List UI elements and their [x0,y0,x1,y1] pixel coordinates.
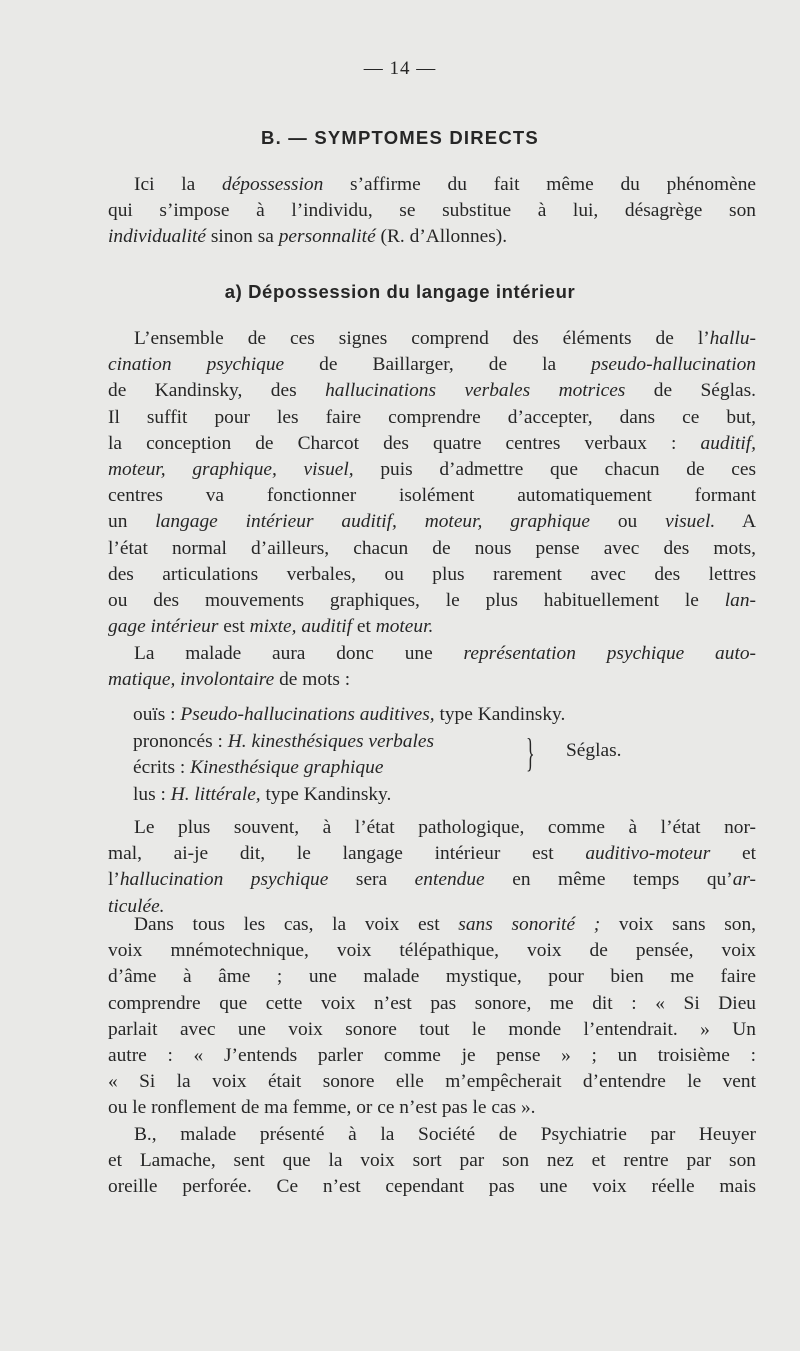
paragraph-malade-b [108,1122,756,1201]
list-item: ouïs : Pseudo-hallucinations auditives, type Kandinsky. [133,704,566,725]
text-line: « Si la voix était sonore elle m’empêcherait d’entendre le vent [108,1071,756,1093]
text-line: d’âme à âme ; une malade mystique, pour bien me faire [108,966,756,988]
brace-label: Séglas. [566,740,622,761]
page-number: — 14 — [363,58,437,79]
text-line: autre : « J’entends parler comme je pense » ; un troisième : [108,1045,756,1067]
text-line: Le plus souvent, à l’état pathologique, comme à l’état nor- [134,817,756,838]
text-line: centres va fonctionner isolément automatiquement formant [108,485,756,507]
text-line: l’état normal d’ailleurs, chacun de nous pense avec des mots, [108,537,756,559]
subsection-title: a) Dépossession du langage intérieur [224,281,576,302]
text-line: individualité sinon sa personnalité (R. d’Allonnes). [108,226,508,248]
text-line: L’ensemble de ces signes comprend des éléments de l’hallu- [134,328,756,349]
text-line: ou des mouvements graphiques, le plus habituellement le lan- [108,590,756,612]
paragraph-representation [108,641,756,693]
paragraph-sonorite [108,912,756,1122]
text-line: Il suffit pour les faire comprendre d’accepter, dans ce but, [108,406,756,428]
text-line: matique, involontaire de mots : [108,669,351,691]
text-line: moteur, graphique, visuel, puis d’admettre que chacun de ces [108,459,756,481]
intro-paragraph [108,172,756,251]
text-line: oreille perforée. Ce n’est cependant pas une voix réelle mais [108,1176,756,1198]
text-line: B., malade présenté à la Société de Psychiatrie par Heuyer [134,1124,756,1145]
text-line: Dans tous les cas, la voix est sans sonorité ; voix sans son, [134,914,756,935]
text-line: cination psychique de Baillarger, de la pseudo-hallucination [108,354,756,376]
text-line: mal, ai-je dit, le langage intérieur est auditivo-moteur et [108,843,756,865]
text-line: la conception de Charcot des quatre centres verbaux : auditif, [108,432,756,454]
text-line: l’hallucination psychique sera entendue en même temps qu’ar- [108,869,756,891]
section-title: B. — SYMPTOMES DIRECTS [261,127,539,148]
brace-glyph: } [526,730,535,775]
text-line: ou le ronflement de ma femme, or ce n’est pas le cas ». [108,1097,536,1119]
text-line: des articulations verbales, ou plus rarement avec des lettres [108,563,756,585]
paragraph-pathologique [108,815,756,920]
text-line: La malade aura donc une représentation psychique auto- [134,643,756,664]
text-line: qui s’impose à l’individu, se substitue à lui, désagrège son [108,200,756,222]
text-line: un langage intérieur auditif, moteur, graphique ou visuel. A [108,511,756,533]
list-item: écrits : Kinesthésique graphique [133,757,384,778]
text-line: Ici la dépossession s’affirme du fait même du phénomène [134,174,757,195]
list-item: lus : H. littérale, type Kandinsky. [133,783,392,805]
text-line: et Lamache, sent que la voix sort par son nez et rentre par son [108,1150,756,1172]
text-line: ticulée. [108,895,165,917]
text-line: voix mnémotechnique, voix télépathique, voix de pensée, voix [108,940,756,962]
text-line: parlait avec une voix sonore tout le monde l’entendrait. » Un [108,1018,756,1040]
text-line: gage intérieur est mixte, auditif et moteur. [108,616,434,638]
text-line: comprendre que cette voix n’est pas sonore, me dit : « Si Dieu [108,992,756,1014]
list-item: prononcés : H. kinesthésiques verbales [133,730,435,752]
paragraph-langage-interieur [108,326,756,640]
hallucination-list [133,702,753,808]
text-line: de Kandinsky, des hallucinations verbales motrices de Séglas. [108,380,756,402]
